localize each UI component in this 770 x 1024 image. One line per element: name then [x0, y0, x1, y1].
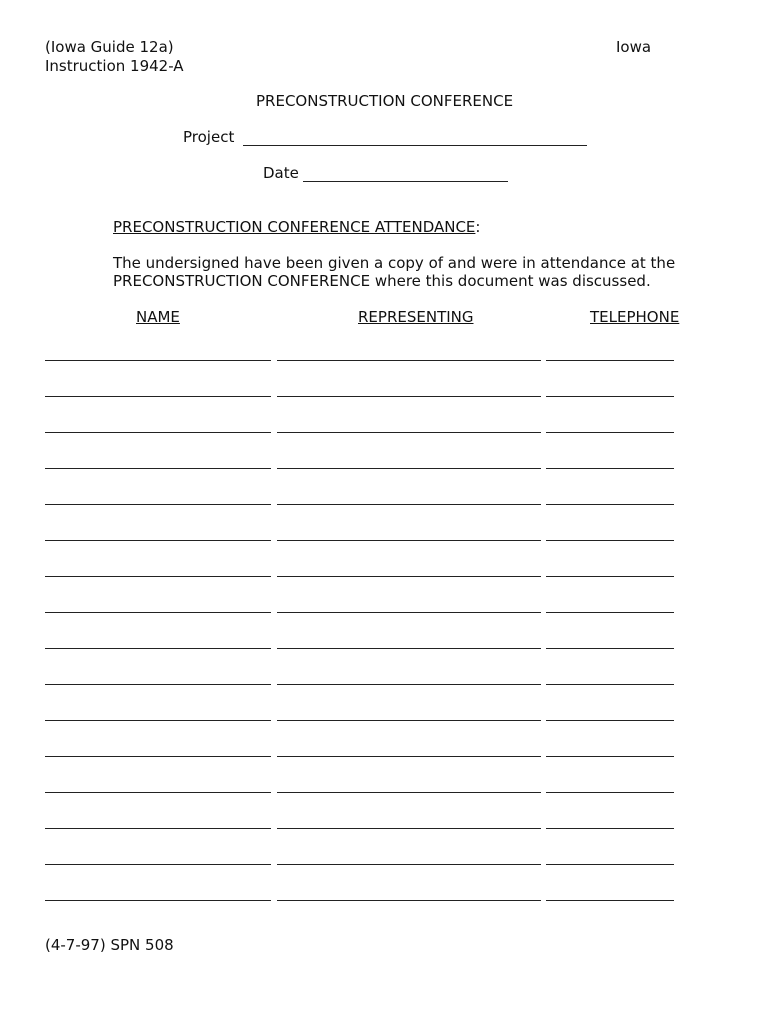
project-field[interactable] [243, 145, 587, 146]
column-header-representing: REPRESENTING [358, 308, 474, 326]
name-field[interactable] [45, 756, 271, 757]
instruction-number: Instruction 1942-A [45, 57, 184, 75]
name-field[interactable] [45, 576, 271, 577]
attendance-statement-line2: PRECONSTRUCTION CONFERENCE where this document was discussed. [113, 272, 651, 290]
telephone-field[interactable] [546, 648, 674, 649]
representing-field[interactable] [277, 612, 541, 613]
name-field[interactable] [45, 828, 271, 829]
telephone-field[interactable] [546, 792, 674, 793]
name-field[interactable] [45, 684, 271, 685]
column-header-telephone: TELEPHONE [590, 308, 680, 326]
name-field[interactable] [45, 900, 271, 901]
name-field[interactable] [45, 468, 271, 469]
telephone-field[interactable] [546, 612, 674, 613]
telephone-field[interactable] [546, 540, 674, 541]
representing-field[interactable] [277, 684, 541, 685]
name-field[interactable] [45, 396, 271, 397]
representing-field[interactable] [277, 468, 541, 469]
date-label: Date [263, 164, 299, 182]
attendance-heading-text: PRECONSTRUCTION CONFERENCE ATTENDANCE [113, 218, 476, 236]
representing-field[interactable] [277, 900, 541, 901]
representing-field[interactable] [277, 432, 541, 433]
representing-field[interactable] [277, 756, 541, 757]
date-field[interactable] [303, 181, 508, 182]
telephone-field[interactable] [546, 504, 674, 505]
project-label: Project [183, 128, 235, 146]
representing-field[interactable] [277, 828, 541, 829]
telephone-field[interactable] [546, 756, 674, 757]
name-field[interactable] [45, 504, 271, 505]
representing-field[interactable] [277, 792, 541, 793]
telephone-field[interactable] [546, 720, 674, 721]
name-field[interactable] [45, 360, 271, 361]
page-title: PRECONSTRUCTION CONFERENCE [256, 92, 514, 110]
guide-reference: (Iowa Guide 12a) [45, 38, 174, 56]
name-field[interactable] [45, 648, 271, 649]
telephone-field[interactable] [546, 864, 674, 865]
form-code: (4-7-97) SPN 508 [45, 936, 174, 954]
representing-field[interactable] [277, 360, 541, 361]
representing-field[interactable] [277, 720, 541, 721]
name-field[interactable] [45, 432, 271, 433]
name-field[interactable] [45, 864, 271, 865]
telephone-field[interactable] [546, 468, 674, 469]
representing-field[interactable] [277, 576, 541, 577]
telephone-field[interactable] [546, 900, 674, 901]
name-field[interactable] [45, 612, 271, 613]
telephone-field[interactable] [546, 360, 674, 361]
state-name: Iowa [616, 38, 652, 56]
telephone-field[interactable] [546, 828, 674, 829]
telephone-field[interactable] [546, 576, 674, 577]
name-field[interactable] [45, 720, 271, 721]
representing-field[interactable] [277, 648, 541, 649]
representing-field[interactable] [277, 396, 541, 397]
representing-field[interactable] [277, 864, 541, 865]
representing-field[interactable] [277, 540, 541, 541]
name-field[interactable] [45, 540, 271, 541]
column-header-name: NAME [136, 308, 180, 326]
attendance-statement-line1: The undersigned have been given a copy of and were in attendance at the [113, 254, 676, 272]
attendance-heading [113, 218, 480, 236]
attendance-heading-colon: : [475, 218, 481, 236]
name-field[interactable] [45, 792, 271, 793]
representing-field[interactable] [277, 504, 541, 505]
telephone-field[interactable] [546, 684, 674, 685]
telephone-field[interactable] [546, 432, 674, 433]
telephone-field[interactable] [546, 396, 674, 397]
